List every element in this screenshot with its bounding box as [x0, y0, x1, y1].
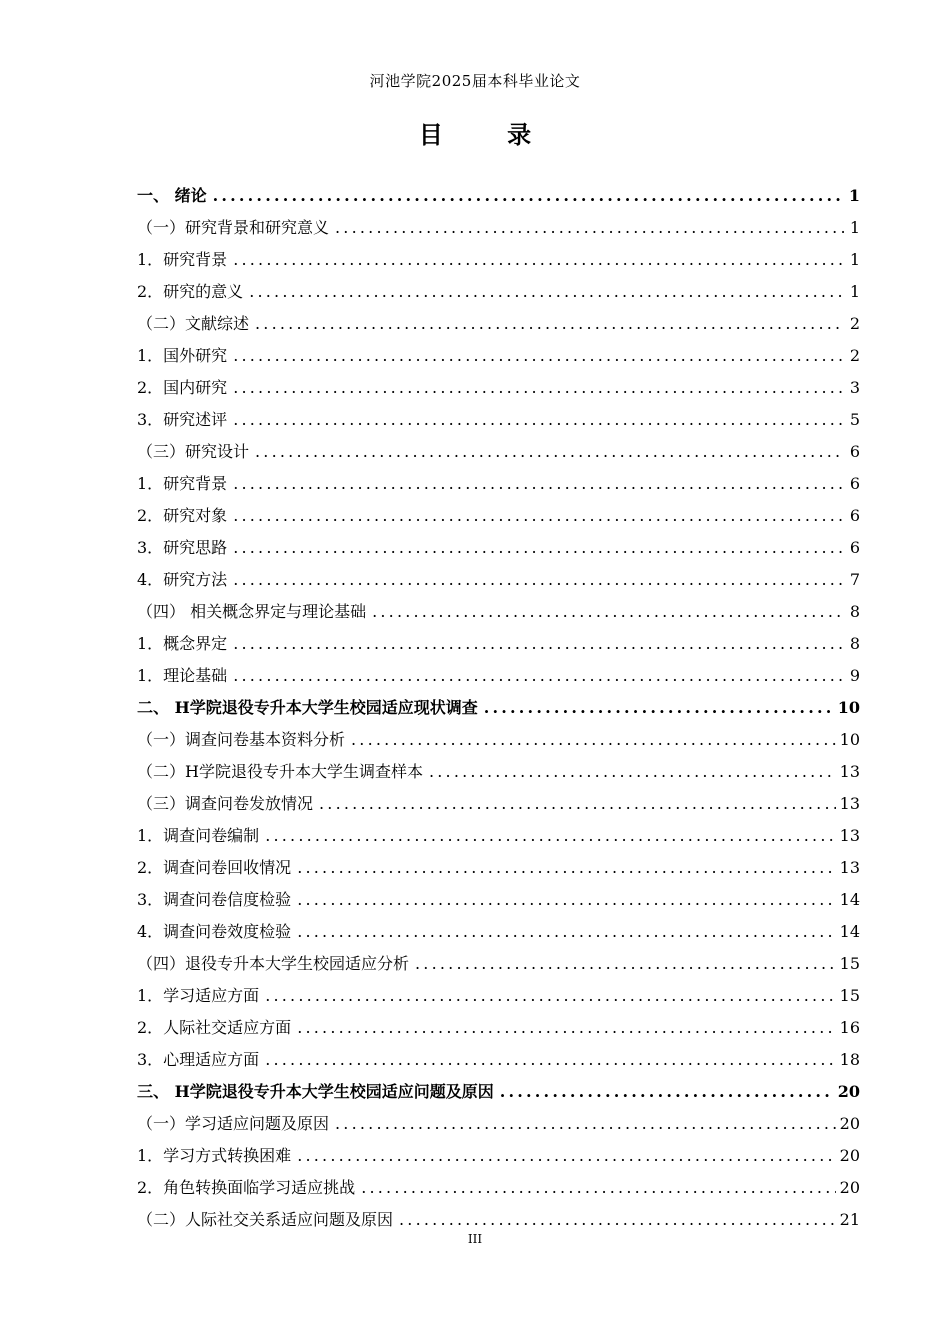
- dot-leader: [233, 628, 844, 660]
- toc-entry-title: 2．研究对象: [137, 506, 228, 525]
- toc-entry-title: 2．角色转换面临学习适应挑战: [137, 1178, 356, 1197]
- dot-leader: [297, 916, 835, 948]
- toc-entry-title: 三、 H学院退役专升本大学生校园适应问题及原因: [137, 1082, 494, 1101]
- toc-entry-page: 1: [848, 186, 860, 205]
- toc-entry-title: 1．理论基础: [137, 666, 228, 685]
- toc-entry-page: 1: [849, 282, 860, 301]
- toc-entry-title: 1．调查问卷编制: [137, 826, 260, 845]
- dot-leader: [351, 724, 836, 756]
- toc-entry-page: 8: [849, 602, 860, 621]
- toc-entry[interactable]: [137, 180, 860, 212]
- toc-entry[interactable]: [137, 756, 860, 788]
- dot-leader: [255, 436, 844, 468]
- toc-entry-page: 7: [849, 570, 860, 589]
- toc-entry[interactable]: [137, 1108, 860, 1140]
- dot-leader: [249, 276, 844, 308]
- toc-entry-page: 15: [839, 954, 860, 973]
- toc-entry-title: （一）学习适应问题及原因: [137, 1114, 330, 1133]
- toc-entry-title: （一）调查问卷基本资料分析: [137, 730, 346, 749]
- dot-leader: [335, 1108, 836, 1140]
- toc-entry[interactable]: [137, 564, 860, 596]
- running-header: 河池学院2025届本科毕业论文: [369, 72, 581, 90]
- toc-entry-title: 2．人际社交适应方面: [137, 1018, 292, 1037]
- toc-entry-title: （四） 相关概念界定与理论基础: [137, 602, 367, 621]
- toc-entry[interactable]: [137, 1172, 860, 1204]
- toc-entry[interactable]: [137, 1012, 860, 1044]
- dot-leader: [265, 820, 835, 852]
- dot-leader: [429, 756, 836, 788]
- toc-entry-page: 15: [839, 986, 860, 1005]
- toc-entry-page: 10: [839, 730, 860, 749]
- toc-entry[interactable]: [137, 628, 860, 660]
- toc-entry-page: 2: [849, 346, 860, 365]
- toc-entry-title: 2．调查问卷回收情况: [137, 858, 292, 877]
- toc-entry-page: 1: [849, 218, 860, 237]
- toc-entry-page: 20: [839, 1114, 860, 1133]
- dot-leader: [297, 1140, 835, 1172]
- toc-entry[interactable]: [137, 468, 860, 500]
- toc-entry[interactable]: [137, 1076, 860, 1108]
- dot-leader: [255, 308, 844, 340]
- dot-leader: [335, 212, 844, 244]
- toc-entry-title: 1．学习方式转换困难: [137, 1146, 292, 1165]
- dot-leader: [297, 1012, 835, 1044]
- toc-entry[interactable]: [137, 788, 860, 820]
- toc-entry-title: 3．调查问卷信度检验: [137, 890, 292, 909]
- toc-entry-page: 6: [849, 442, 860, 461]
- toc-entry[interactable]: [137, 980, 860, 1012]
- toc-entry-page: 14: [839, 922, 860, 941]
- toc-entry-title: 2．国内研究: [137, 378, 228, 397]
- dot-leader: [233, 660, 844, 692]
- toc-entry[interactable]: [137, 244, 860, 276]
- toc-entry-page: 13: [839, 762, 860, 781]
- toc-entry-page: 16: [839, 1018, 860, 1037]
- toc-entry-title: 4．研究方法: [137, 570, 228, 589]
- toc-entry-title: 3．研究思路: [137, 538, 228, 557]
- dot-leader: [233, 340, 844, 372]
- dot-leader: [233, 500, 844, 532]
- toc-entry-title: （三）研究设计: [137, 442, 250, 461]
- dot-leader: [233, 468, 844, 500]
- dot-leader: [297, 852, 835, 884]
- toc-entry-page: 21: [839, 1210, 860, 1229]
- toc-entry-title: 3．研究述评: [137, 410, 228, 429]
- toc-entry-page: 10: [837, 698, 860, 717]
- dot-leader: [361, 1172, 835, 1204]
- toc-entry[interactable]: [137, 1140, 860, 1172]
- toc-entry[interactable]: [137, 436, 860, 468]
- toc-entry[interactable]: [137, 596, 860, 628]
- toc-entry[interactable]: [137, 340, 860, 372]
- page-title: 目 录: [418, 120, 560, 149]
- toc-entry-title: （二）H学院退役专升本大学生调查样本: [137, 762, 423, 781]
- toc-entry[interactable]: [137, 724, 860, 756]
- toc-entry-page: 20: [839, 1178, 860, 1197]
- dot-leader: [500, 1076, 834, 1108]
- toc-entry-title: 一、 绪论: [137, 186, 207, 205]
- toc-entry-title: 1．研究背景: [137, 250, 228, 269]
- toc-entry-page: 3: [849, 378, 860, 397]
- dot-leader: [233, 404, 844, 436]
- toc-entry[interactable]: [137, 1044, 860, 1076]
- toc-entry-title: 1．研究背景: [137, 474, 228, 493]
- toc-entry[interactable]: [137, 852, 860, 884]
- page-number: III: [467, 1232, 483, 1246]
- toc-entry-title: （二）人际社交关系适应问题及原因: [137, 1210, 394, 1229]
- toc-entry-page: 1: [849, 250, 860, 269]
- dot-leader: [233, 564, 844, 596]
- toc-entry[interactable]: [137, 404, 860, 436]
- toc-entry-title: （三）调查问卷发放情况: [137, 794, 314, 813]
- toc-entry-page: 8: [849, 634, 860, 653]
- toc-entry-title: 1．学习适应方面: [137, 986, 260, 1005]
- toc-entry-page: 14: [839, 890, 860, 909]
- toc-entry-page: 9: [849, 666, 860, 685]
- toc-entry-page: 13: [839, 858, 860, 877]
- toc-entry-title: （一）研究背景和研究意义: [137, 218, 330, 237]
- toc-entry-page: 13: [839, 826, 860, 845]
- dot-leader: [319, 788, 836, 820]
- dot-leader: [297, 884, 835, 916]
- toc-entry-page: 18: [839, 1050, 860, 1069]
- toc-entry[interactable]: [137, 532, 860, 564]
- dot-leader: [233, 532, 844, 564]
- toc-entry-title: 1．国外研究: [137, 346, 228, 365]
- toc-entry[interactable]: [137, 276, 860, 308]
- toc-entry[interactable]: [137, 884, 860, 916]
- toc-entry[interactable]: [137, 500, 860, 532]
- dot-leader: [484, 692, 834, 724]
- dot-leader: [233, 372, 844, 404]
- toc-entry[interactable]: [137, 308, 860, 340]
- toc-entry[interactable]: [137, 916, 860, 948]
- dot-leader: [265, 980, 835, 1012]
- dot-leader: [415, 948, 836, 980]
- table-of-contents: [137, 180, 860, 1236]
- toc-entry-title: 二、 H学院退役专升本大学生校园适应现状调查: [137, 698, 478, 717]
- toc-entry-title: 1．概念界定: [137, 634, 228, 653]
- toc-entry-page: 5: [849, 410, 860, 429]
- toc-entry-page: 20: [839, 1146, 860, 1165]
- toc-entry-page: 6: [849, 538, 860, 557]
- dot-leader: [213, 180, 844, 212]
- toc-entry-page: 6: [849, 474, 860, 493]
- toc-entry-page: 2: [849, 314, 860, 333]
- toc-entry-title: 3．心理适应方面: [137, 1050, 260, 1069]
- toc-entry[interactable]: [137, 660, 860, 692]
- toc-entry-page: 6: [849, 506, 860, 525]
- dot-leader: [372, 596, 844, 628]
- dot-leader: [265, 1044, 835, 1076]
- toc-entry-page: 13: [839, 794, 860, 813]
- toc-entry-title: 2．研究的意义: [137, 282, 244, 301]
- toc-entry-title: （二）文献综述: [137, 314, 250, 333]
- toc-entry[interactable]: [137, 820, 860, 852]
- toc-entry-title: 4．调查问卷效度检验: [137, 922, 292, 941]
- toc-entry[interactable]: [137, 692, 860, 724]
- toc-entry-page: 20: [837, 1082, 860, 1101]
- toc-entry[interactable]: [137, 212, 860, 244]
- dot-leader: [233, 244, 844, 276]
- toc-entry[interactable]: [137, 948, 860, 980]
- toc-entry[interactable]: [137, 372, 860, 404]
- toc-entry-title: （四）退役专升本大学生校园适应分析: [137, 954, 410, 973]
